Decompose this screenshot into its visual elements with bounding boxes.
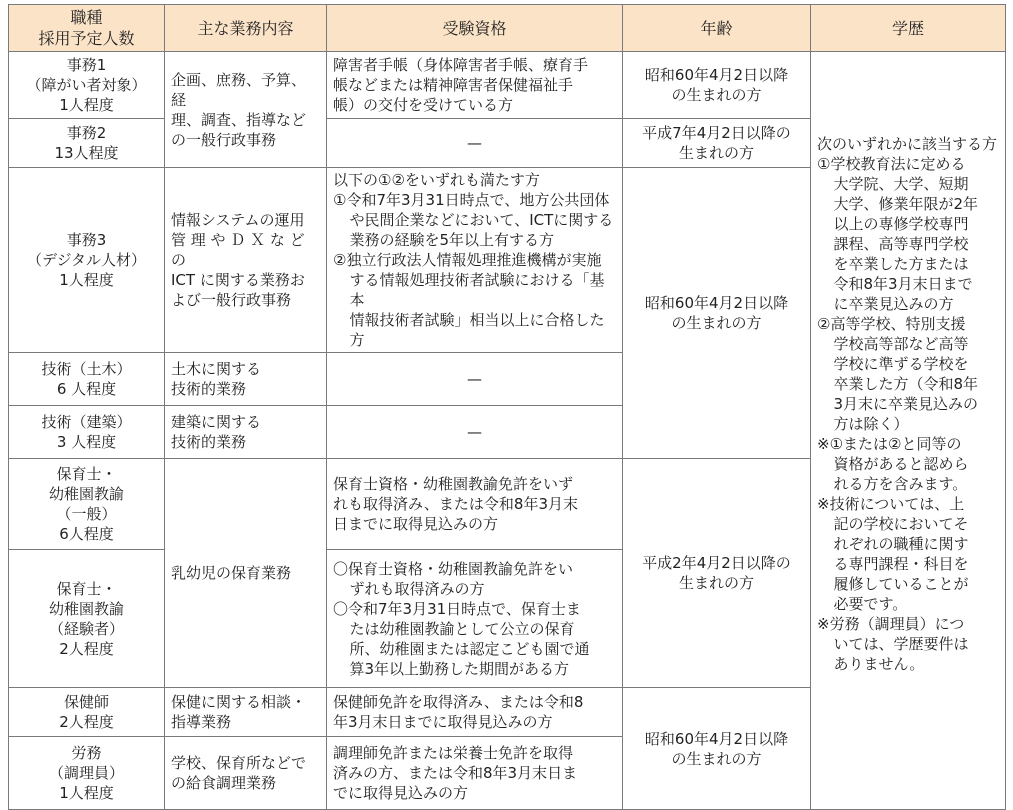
job-hoiku-general: 保育士・ 幼稚園教諭 （一般） 6人程度 [9, 459, 165, 550]
job-romu: 労務 （調理員） 1人程度 [9, 737, 165, 810]
education-intro: 次のいずれかに該当する方 [817, 135, 998, 153]
header-qualification: 受験資格 [327, 5, 623, 52]
job-jimu3: 事務3 （デジタル人材） 1人程度 [9, 168, 165, 353]
duties-hoiku: 乳幼児の保育業務 [165, 459, 327, 688]
job-kenchiku: 技術（建築） 3 人程度 [9, 406, 165, 459]
duties-general-admin: 企画、庶務、予算、経 理、調査、指導など の一般行政事務 [165, 52, 327, 168]
job-jimu1: 事務1 （障がい者対象） 1人程度 [9, 52, 165, 119]
age-jimu1: 昭和60年4月2日以降 の生まれの方 [623, 52, 811, 119]
qualification-jimu1: 障害者手帳（身体障害者手帳、療育手 帳などまたは精神障害者保健福祉手 帳）の交付を受けている方 [327, 52, 623, 119]
job-hoiku-experienced: 保育士・ 幼稚園教諭 （経験者） 2人程度 [9, 550, 165, 688]
job-doboku: 技術（土木） 6 人程度 [9, 353, 165, 406]
duties-doboku: 土木に関する 技術的業務 [165, 353, 327, 406]
qualification-kenchiku: — [327, 406, 623, 459]
table-row [9, 52, 1006, 119]
qualification-hoiku-experienced: 〇保育士資格・幼稚園教諭免許をい ずれも取得済みの方 〇令和7年3月31日時点で、保育士ま たは幼稚園教諭として公立の保育 所、幼稚園または認定こども園で通 算3年以上勤務した期間がある方 [327, 550, 623, 688]
education-requirements: 次のいずれかに該当する方 ①学校教育法に定める 大学院、大学、短期 大学、修業年限が2年 以上の専修学校専門 課程、高等専門学校 を卒業した方または 令和8年3月末日まで に卒業見込みの方 ②高等学校、特別支援 学校高等部など高等 学校に準ずる学校を 卒業した方（令和8年 3月末に卒業見込みの 方は除く） ※①または②と同等の 資格があると認めら れる方を含みます。 ※技術については、上 記の学校においてそ れぞれの職種に関す る専門課程・科目を 履修していることが 必要です。 ※労務（調理員）につ いては、学歴要件は ありません。 [811, 52, 1006, 810]
qualification-doboku: — [327, 353, 623, 406]
job-hokenshi: 保健師 2人程度 [9, 688, 165, 737]
header-duties: 主な業務内容 [165, 5, 327, 52]
header-education: 学歴 [811, 5, 1006, 52]
duties-jimu3: 情報システムの運用 管 理 や Ｄ Ｘ な ど の ICT に関する業務お よび一般行政事務 [165, 168, 327, 353]
qualification-hokenshi: 保健師免許を取得済み、または令和8 年3月末日までに取得見込みの方 [327, 688, 623, 737]
header-age: 年齢 [623, 5, 811, 52]
job-jimu2: 事務2 13人程度 [9, 119, 165, 168]
duties-hokenshi: 保健に関する相談・ 指導業務 [165, 688, 327, 737]
age-hoken-romu: 昭和60年4月2日以降 の生まれの方 [623, 688, 811, 810]
age-hoiku: 平成2年4月2日以降の 生まれの方 [623, 459, 811, 688]
age-jimu2: 平成7年4月2日以降の 生まれの方 [623, 119, 811, 168]
age-jimu3-tech: 昭和60年4月2日以降 の生まれの方 [623, 168, 811, 459]
duties-kenchiku: 建築に関する 技術的業務 [165, 406, 327, 459]
qualification-romu: 調理師免許または栄養士免許を取得 済みの方、または令和8年3月末日ま でに取得見込みの方 [327, 737, 623, 810]
recruitment-table [8, 4, 1006, 810]
qualification-hoiku-general: 保育士資格・幼稚園教諭免許をいず れも取得済み、または令和8年3月末 日までに取得見込みの方 [327, 459, 623, 550]
duties-romu: 学校、保育所などで の給食調理業務 [165, 737, 327, 810]
qualification-jimu2: — [327, 119, 623, 168]
qualification-jimu3: 以下の①②をいずれも満たす方 ①令和7年3月31日時点で、地方公共団体 や民間企業などにおいて、ICTに関する 業務の経験を5年以上有する方 ②独立行政法人情報処理推進機構が実施 する情報処理技術者試験における「基本 情報技術者試験」相当以上に合格した方 [327, 168, 623, 353]
header-row [9, 5, 1006, 52]
header-job: 職種 採用予定人数 [9, 5, 165, 52]
